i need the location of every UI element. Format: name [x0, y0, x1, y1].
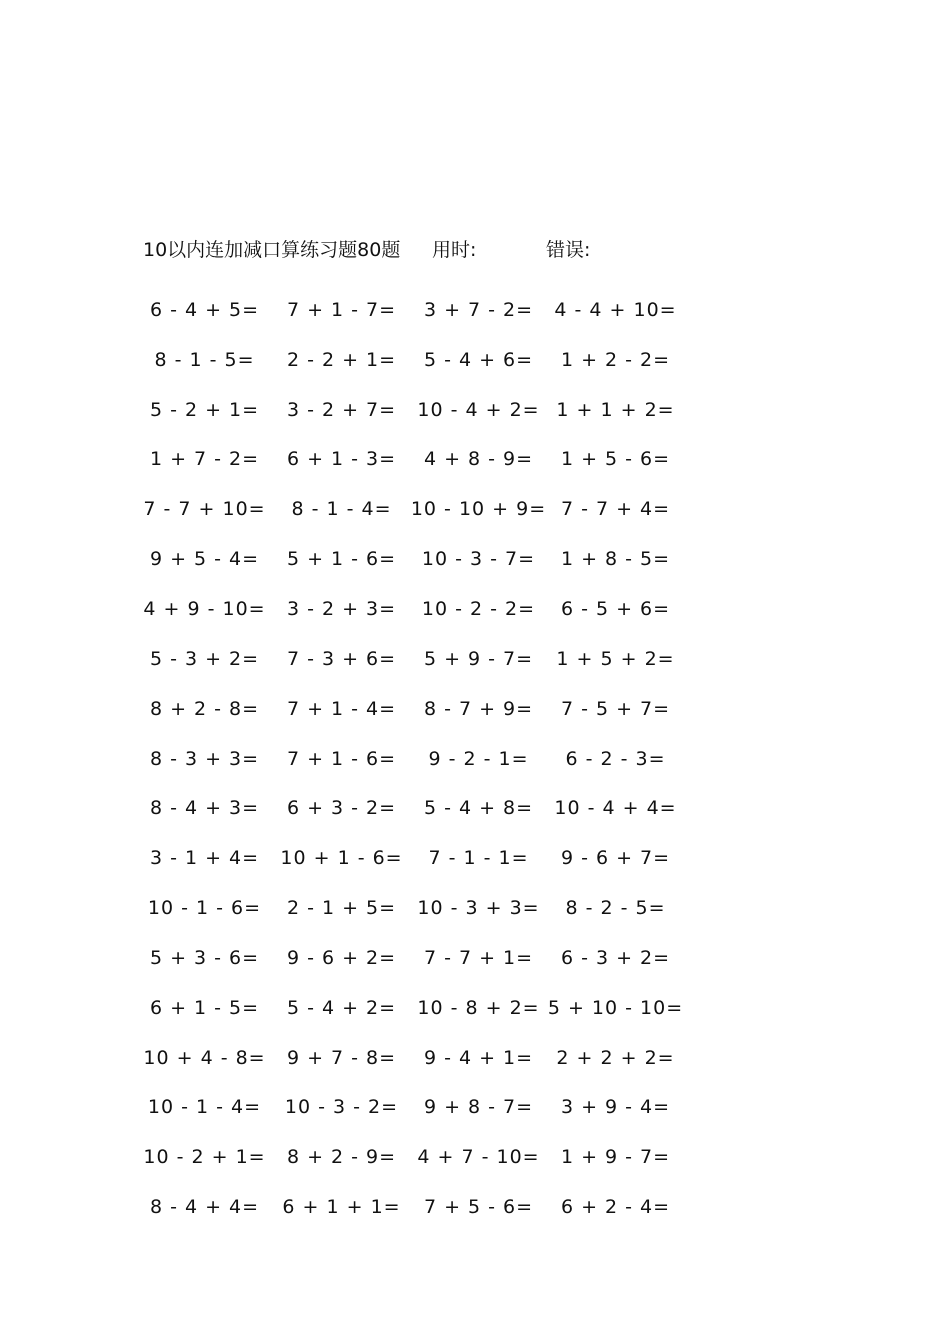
worksheet-title: 10以内连加减口算练习题80题	[143, 239, 401, 261]
problem-row	[136, 1182, 696, 1232]
arithmetic-problem: 10 - 4 + 4=	[554, 797, 677, 820]
arithmetic-problem: 7 + 5 - 6=	[423, 1196, 534, 1219]
arithmetic-problem: 3 - 2 + 3=	[286, 597, 397, 620]
arithmetic-problem: 8 - 1 - 4=	[291, 498, 392, 521]
arithmetic-problem: 7 - 1 - 1=	[428, 847, 529, 870]
problem-row	[136, 534, 696, 584]
arithmetic-problem: 6 + 2 - 4=	[560, 1196, 671, 1219]
arithmetic-problem: 10 - 10 + 9=	[410, 498, 547, 521]
problem-row	[136, 684, 696, 734]
arithmetic-problem: 4 + 7 - 10=	[417, 1146, 540, 1169]
arithmetic-problem: 7 + 1 - 7=	[286, 298, 397, 321]
arithmetic-problem: 10 - 3 - 7=	[421, 548, 536, 571]
problem-row	[136, 634, 696, 684]
arithmetic-problem: 8 - 7 + 9=	[423, 697, 534, 720]
arithmetic-problem: 6 - 3 + 2=	[560, 946, 671, 969]
arithmetic-problem: 5 + 10 - 10=	[547, 996, 684, 1019]
arithmetic-problem: 6 - 5 + 6=	[560, 597, 671, 620]
arithmetic-problem: 7 + 1 - 4=	[286, 697, 397, 720]
time-used-label: 用时:	[432, 239, 477, 261]
arithmetic-problem: 7 - 7 + 10=	[143, 498, 266, 521]
arithmetic-problem: 7 - 5 + 7=	[560, 697, 671, 720]
problem-row	[136, 484, 696, 534]
arithmetic-problem: 8 + 2 - 8=	[149, 697, 260, 720]
arithmetic-problem: 1 + 5 - 6=	[560, 448, 671, 471]
arithmetic-problem: 5 - 4 + 2=	[286, 996, 397, 1019]
arithmetic-problem: 4 - 4 + 10=	[554, 298, 677, 321]
problem-row	[136, 1033, 696, 1083]
arithmetic-problem: 1 + 8 - 5=	[560, 548, 671, 571]
arithmetic-problem: 7 + 1 - 6=	[286, 747, 397, 770]
arithmetic-problem: 1 + 9 - 7=	[560, 1146, 671, 1169]
arithmetic-problem: 2 + 2 + 2=	[556, 1046, 675, 1069]
arithmetic-problem: 6 + 3 - 2=	[286, 797, 397, 820]
arithmetic-problem: 10 + 4 - 8=	[143, 1046, 266, 1069]
arithmetic-problem: 9 - 6 + 2=	[286, 946, 397, 969]
problem-row	[136, 435, 696, 485]
arithmetic-problem: 1 + 2 - 2=	[560, 348, 671, 371]
problem-row	[136, 734, 696, 784]
arithmetic-problem: 3 - 2 + 7=	[286, 398, 397, 421]
arithmetic-problem: 8 - 4 + 4=	[149, 1196, 260, 1219]
arithmetic-problem: 8 - 3 + 3=	[149, 747, 260, 770]
problem-row	[136, 833, 696, 883]
arithmetic-problem: 6 + 1 - 5=	[149, 996, 260, 1019]
arithmetic-problem: 3 - 1 + 4=	[149, 847, 260, 870]
arithmetic-problem: 1 + 1 + 2=	[556, 398, 675, 421]
arithmetic-problem: 2 - 2 + 1=	[286, 348, 397, 371]
errors-label: 错误:	[546, 239, 591, 261]
arithmetic-problem: 9 - 6 + 7=	[560, 847, 671, 870]
arithmetic-problem: 9 + 5 - 4=	[149, 548, 260, 571]
problem-row	[136, 983, 696, 1033]
arithmetic-problem: 10 - 8 + 2=	[417, 996, 540, 1019]
arithmetic-problem: 6 + 1 - 3=	[286, 448, 397, 471]
arithmetic-problem: 10 - 2 - 2=	[421, 597, 536, 620]
arithmetic-problem: 5 - 4 + 6=	[423, 348, 534, 371]
arithmetic-problem: 10 + 1 - 6=	[280, 847, 403, 870]
arithmetic-problem: 1 + 5 + 2=	[556, 647, 675, 670]
problem-row	[136, 783, 696, 833]
arithmetic-problem: 9 + 7 - 8=	[286, 1046, 397, 1069]
arithmetic-problem: 8 - 1 - 5=	[154, 348, 255, 371]
problem-row	[136, 335, 696, 385]
arithmetic-problem: 8 - 4 + 3=	[149, 797, 260, 820]
arithmetic-problem: 10 - 3 - 2=	[284, 1096, 399, 1119]
arithmetic-problem: 8 - 2 - 5=	[565, 897, 666, 920]
arithmetic-problem: 9 + 8 - 7=	[423, 1096, 534, 1119]
arithmetic-problem: 1 + 7 - 2=	[149, 448, 260, 471]
arithmetic-problem: 7 - 7 + 4=	[560, 498, 671, 521]
problem-row	[136, 285, 696, 335]
arithmetic-problem: 10 - 1 - 4=	[147, 1096, 262, 1119]
arithmetic-problem: 4 + 8 - 9=	[423, 448, 534, 471]
problem-row	[136, 1083, 696, 1133]
arithmetic-problem: 10 - 1 - 6=	[147, 897, 262, 920]
arithmetic-problem: 5 + 9 - 7=	[423, 647, 534, 670]
problem-row	[136, 933, 696, 983]
arithmetic-problem: 6 - 2 - 3=	[565, 747, 666, 770]
arithmetic-problem: 3 + 7 - 2=	[423, 298, 534, 321]
arithmetic-problem: 3 + 9 - 4=	[560, 1096, 671, 1119]
problem-row	[136, 385, 696, 435]
arithmetic-problem: 6 - 4 + 5=	[149, 298, 260, 321]
worksheet-header	[143, 236, 663, 264]
arithmetic-problem: 2 - 1 + 5=	[286, 897, 397, 920]
problem-row	[136, 1132, 696, 1182]
problem-grid	[136, 285, 696, 1232]
arithmetic-problem: 7 - 3 + 6=	[286, 647, 397, 670]
arithmetic-problem: 9 - 2 - 1=	[428, 747, 529, 770]
arithmetic-problem: 10 - 3 + 3=	[417, 897, 540, 920]
arithmetic-problem: 5 - 2 + 1=	[149, 398, 260, 421]
arithmetic-problem: 9 - 4 + 1=	[423, 1046, 534, 1069]
arithmetic-problem: 5 - 4 + 8=	[423, 797, 534, 820]
arithmetic-problem: 4 + 9 - 10=	[143, 597, 266, 620]
arithmetic-problem: 7 - 7 + 1=	[423, 946, 534, 969]
arithmetic-problem: 5 + 1 - 6=	[286, 548, 397, 571]
arithmetic-problem: 10 - 2 + 1=	[143, 1146, 266, 1169]
problem-row	[136, 584, 696, 634]
arithmetic-problem: 8 + 2 - 9=	[286, 1146, 397, 1169]
problem-row	[136, 883, 696, 933]
arithmetic-problem: 5 + 3 - 6=	[149, 946, 260, 969]
arithmetic-problem: 5 - 3 + 2=	[149, 647, 260, 670]
arithmetic-problem: 10 - 4 + 2=	[417, 398, 540, 421]
arithmetic-problem: 6 + 1 + 1=	[282, 1196, 401, 1219]
